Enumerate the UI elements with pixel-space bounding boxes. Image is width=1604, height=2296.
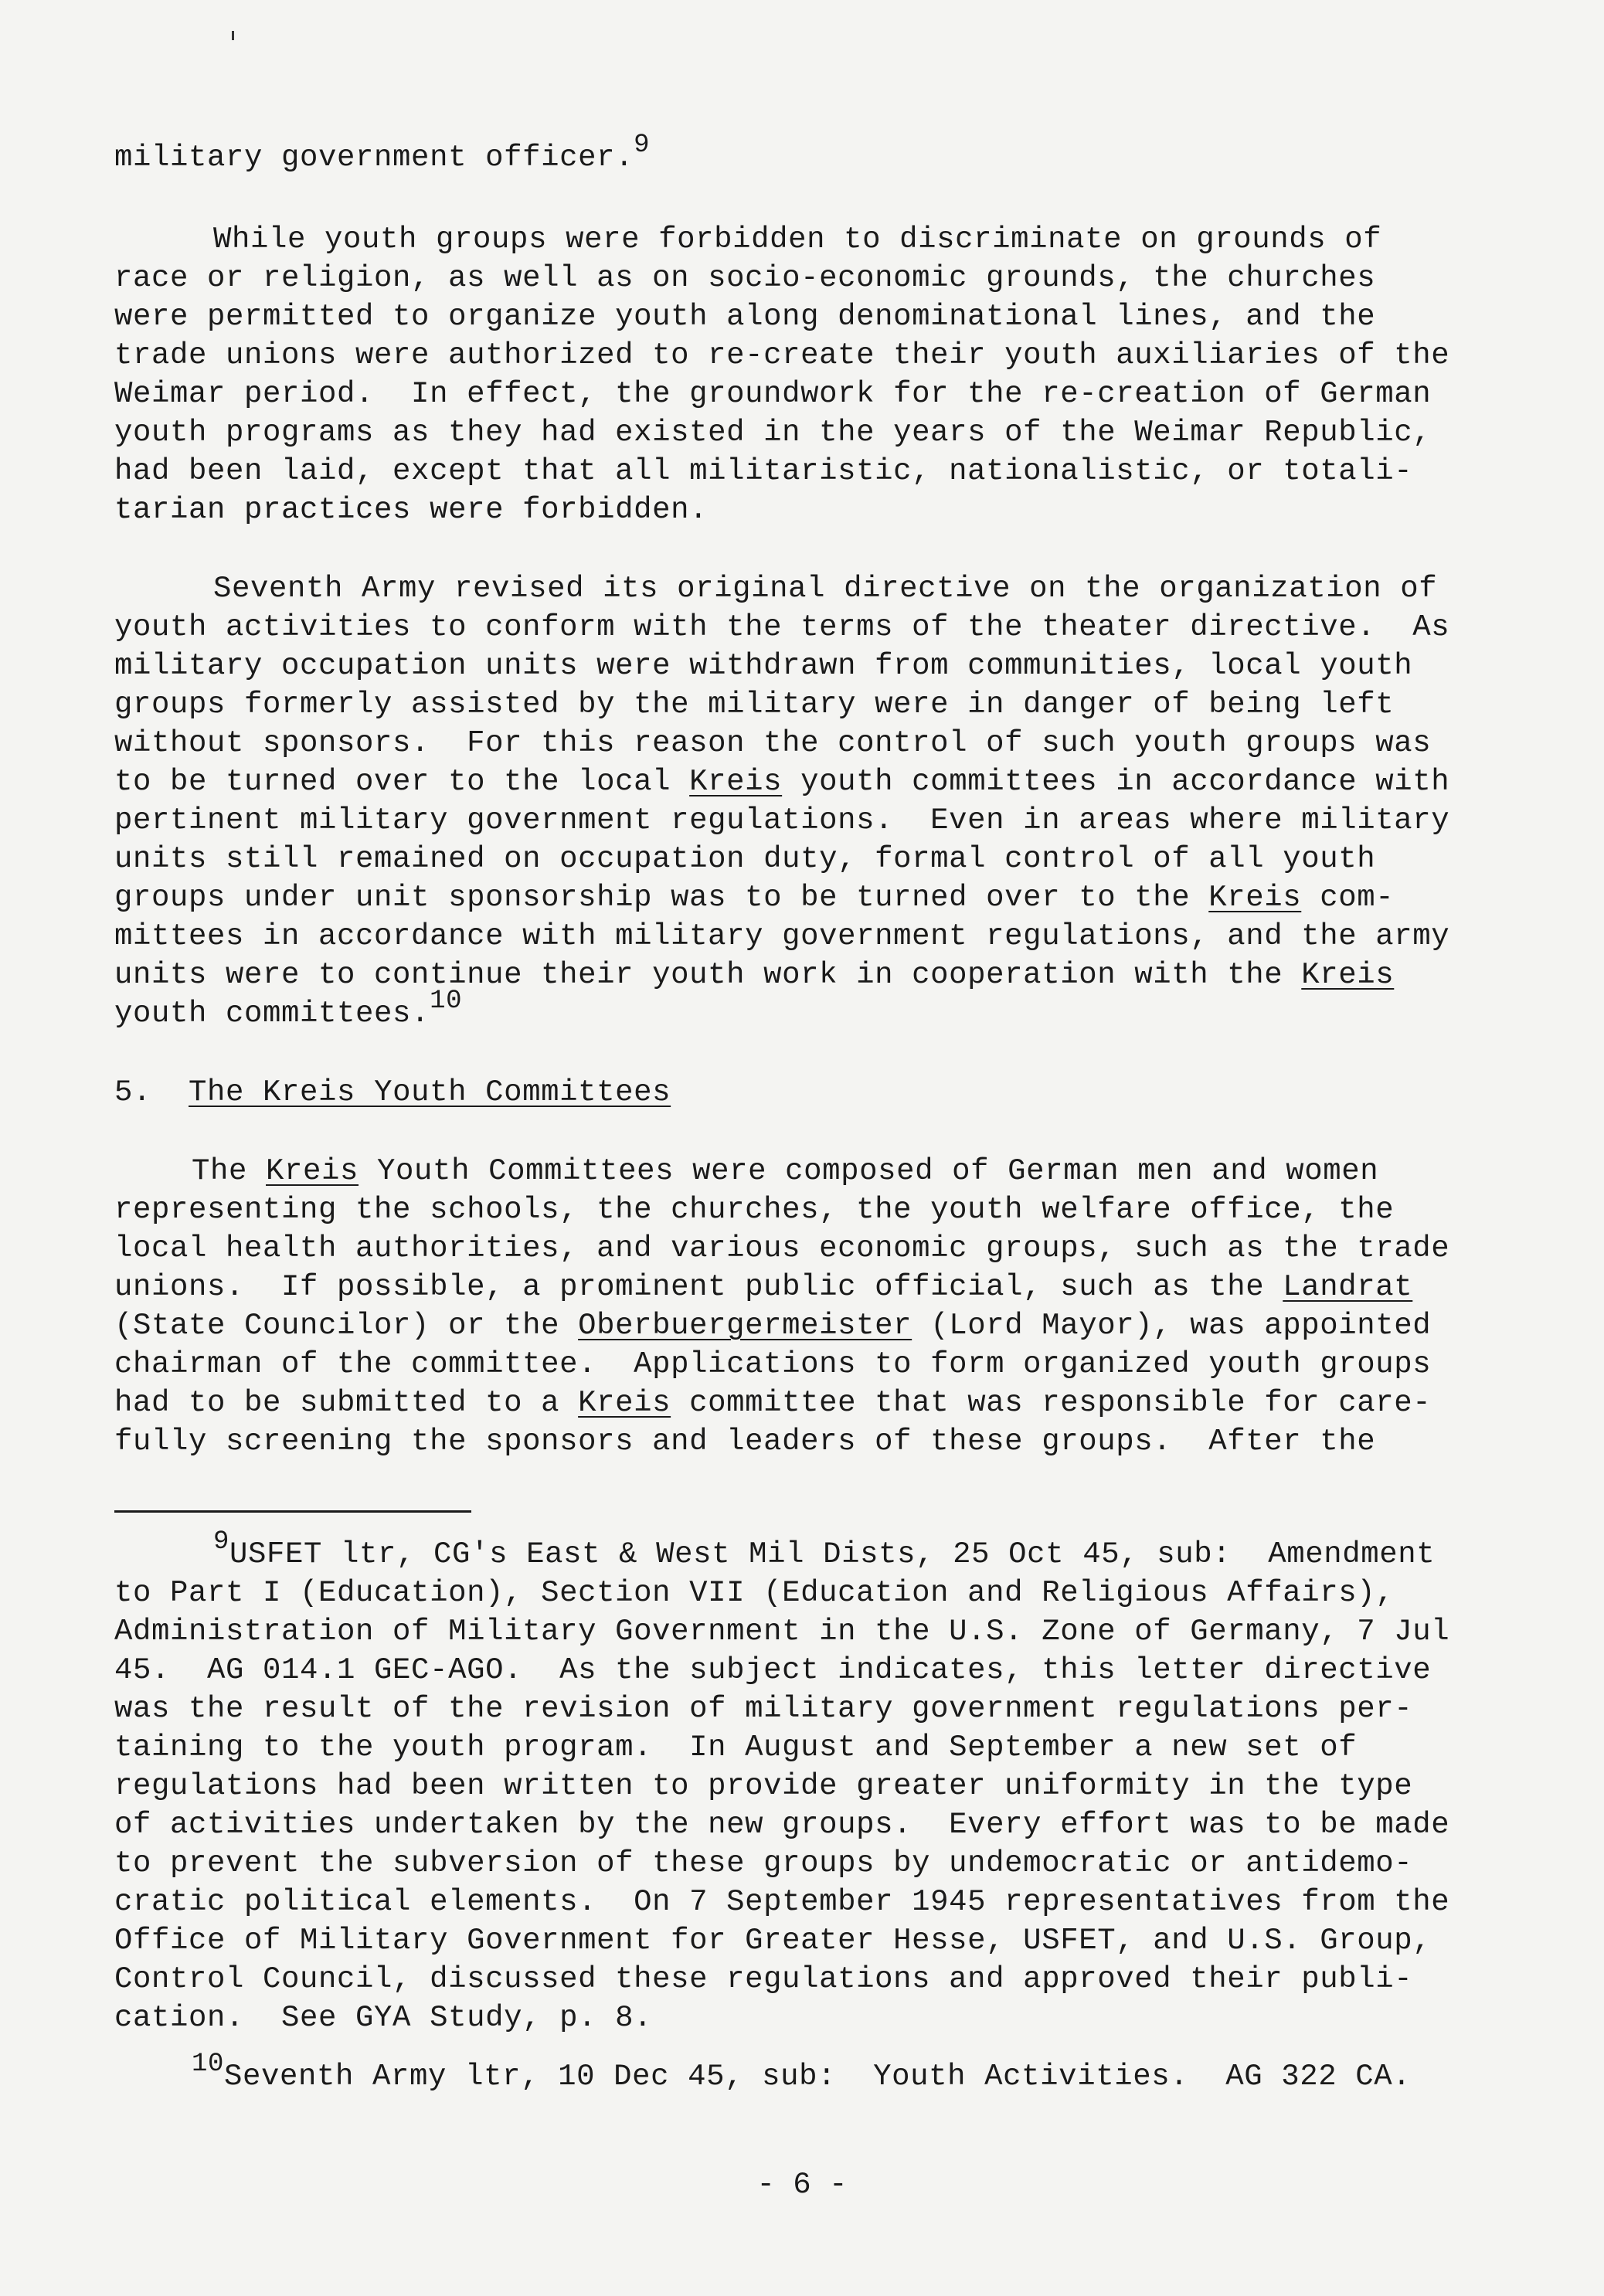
section-heading bbox=[114, 1074, 671, 1112]
footnote-ref-10: 10 bbox=[430, 987, 463, 1016]
body-line: fully screening the sponsors and leaders of these groups. After the bbox=[114, 1425, 1376, 1459]
body-line: representing the schools, the churches, the youth welfare office, the bbox=[114, 1193, 1395, 1227]
body-line: military government officer.$^9$ bbox=[114, 131, 651, 175]
footnote-line: 45. AG 014.1 GEC-AGO. As the subject indicates, this letter directive bbox=[114, 1653, 1432, 1687]
underlined-term: Oberbuergermeister bbox=[578, 1309, 912, 1343]
body-line: race or religion, as well as on socio-economic grounds, the churches bbox=[114, 261, 1376, 295]
body-line: chairman of the committee. Applications to form organized youth groups bbox=[114, 1347, 1432, 1381]
body-line: units were to continue their youth work in cooperation with the Kreis bbox=[114, 958, 1395, 992]
footnote-line: Administration of Military Government in the U.S. Zone of Germany, 7 Jul bbox=[114, 1615, 1450, 1649]
body-line: without sponsors. For this reason the control of such youth groups was bbox=[114, 726, 1432, 760]
scan-mark bbox=[232, 31, 234, 40]
body-line: to be turned over to the local Kreis youth committees in accordance with bbox=[114, 765, 1450, 799]
underlined-term: Kreis bbox=[1301, 958, 1395, 992]
body-line: (State Councilor) or the Oberbuergermeister (Lord Mayor), was appointed bbox=[114, 1309, 1432, 1343]
body-line: youth activities to conform with the terms of the theater directive. As bbox=[114, 610, 1450, 644]
section-title: The Kreis Youth Committees bbox=[189, 1075, 671, 1109]
body-line: unions. If possible, a prominent public official, such as the Landrat bbox=[114, 1270, 1413, 1304]
body-line: pertinent military government regulations. Even in areas where military bbox=[114, 803, 1450, 837]
footnote-line: $^9$USFET ltr, CG's East & West Mil Dists, 25 Oct 45, sub: Amendment bbox=[213, 1527, 1436, 1571]
body-line: local health authorities, and various economic groups, such as the trade bbox=[114, 1231, 1450, 1265]
footnote-line: Office of Military Government for Greater Hesse, USFET, and U.S. Group, bbox=[114, 1924, 1432, 1958]
body-line: groups under unit sponsorship was to be turned over to the Kreis com- bbox=[114, 881, 1395, 915]
underlined-term: Kreis bbox=[689, 765, 783, 799]
footnote-line: $^{10}$Seventh Army ltr, 10 Dec 45, sub: Youth Activities. AG 322 CA. bbox=[192, 2050, 1412, 2094]
footnote-line: cratic political elements. On 7 September 1945 representatives from the bbox=[114, 1885, 1450, 1919]
section-number: 5. bbox=[114, 1075, 152, 1109]
footnote-line: to prevent the subversion of these groups by undemocratic or antidemo- bbox=[114, 1846, 1413, 1880]
footnote-line: was the result of the revision of military government regulations per- bbox=[114, 1692, 1413, 1726]
underlined-term: Landrat bbox=[1283, 1270, 1413, 1304]
body-line: The Kreis Youth Committees were composed of German men and women bbox=[192, 1154, 1379, 1188]
underlined-term: Kreis bbox=[1208, 881, 1302, 915]
body-line: military occupation units were withdrawn from communities, local youth bbox=[114, 649, 1413, 683]
underlined-term: Kreis bbox=[266, 1154, 359, 1188]
body-line: While youth groups were forbidden to discriminate on grounds of bbox=[213, 222, 1382, 256]
footnote-line: Control Council, discussed these regulations and approved their publi- bbox=[114, 1962, 1413, 1996]
body-line: Weimar period. In effect, the groundwork for the re-creation of German bbox=[114, 377, 1432, 411]
body-line: youth programs as they had existed in the years of the Weimar Republic, bbox=[114, 416, 1432, 450]
body-line: trade unions were authorized to re-create their youth auxiliaries of the bbox=[114, 338, 1450, 372]
page-number: - 6 - bbox=[756, 2168, 848, 2202]
footnote-marker-9: 9 bbox=[213, 1527, 230, 1557]
footnote-rule bbox=[114, 1510, 471, 1513]
footnote-line: regulations had been written to provide greater uniformity in the type bbox=[114, 1769, 1413, 1803]
body-line: mittees in accordance with military government regulations, and the army bbox=[114, 919, 1450, 953]
footnote-ref-9: 9 bbox=[634, 131, 651, 160]
footnote-line: to Part I (Education), Section VII (Education and Religious Affairs), bbox=[114, 1576, 1395, 1610]
body-line: groups formerly assisted by the military were in danger of being left bbox=[114, 688, 1395, 722]
body-line: had to be submitted to a Kreis committee that was responsible for care- bbox=[114, 1386, 1432, 1420]
body-line: Seventh Army revised its original directive on the organization of bbox=[213, 572, 1438, 606]
body-line: tarian practices were forbidden. bbox=[114, 493, 709, 527]
footnote-marker-10: 10 bbox=[192, 2050, 225, 2079]
footnote-line: of activities undertaken by the new groups. Every effort was to be made bbox=[114, 1808, 1450, 1842]
footnote-line: cation. See GYA Study, p. 8. bbox=[114, 2001, 653, 2035]
body-line: youth committees.$^{10}$ bbox=[114, 987, 463, 1031]
body-line: units still remained on occupation duty, formal control of all youth bbox=[114, 842, 1376, 876]
body-line: had been laid, except that all militaristic, nationalistic, or totali- bbox=[114, 454, 1413, 488]
footnote-line: taining to the youth program. In August and September a new set of bbox=[114, 1730, 1358, 1764]
underlined-term: Kreis bbox=[578, 1386, 671, 1420]
body-line: were permitted to organize youth along denominational lines, and the bbox=[114, 300, 1376, 334]
